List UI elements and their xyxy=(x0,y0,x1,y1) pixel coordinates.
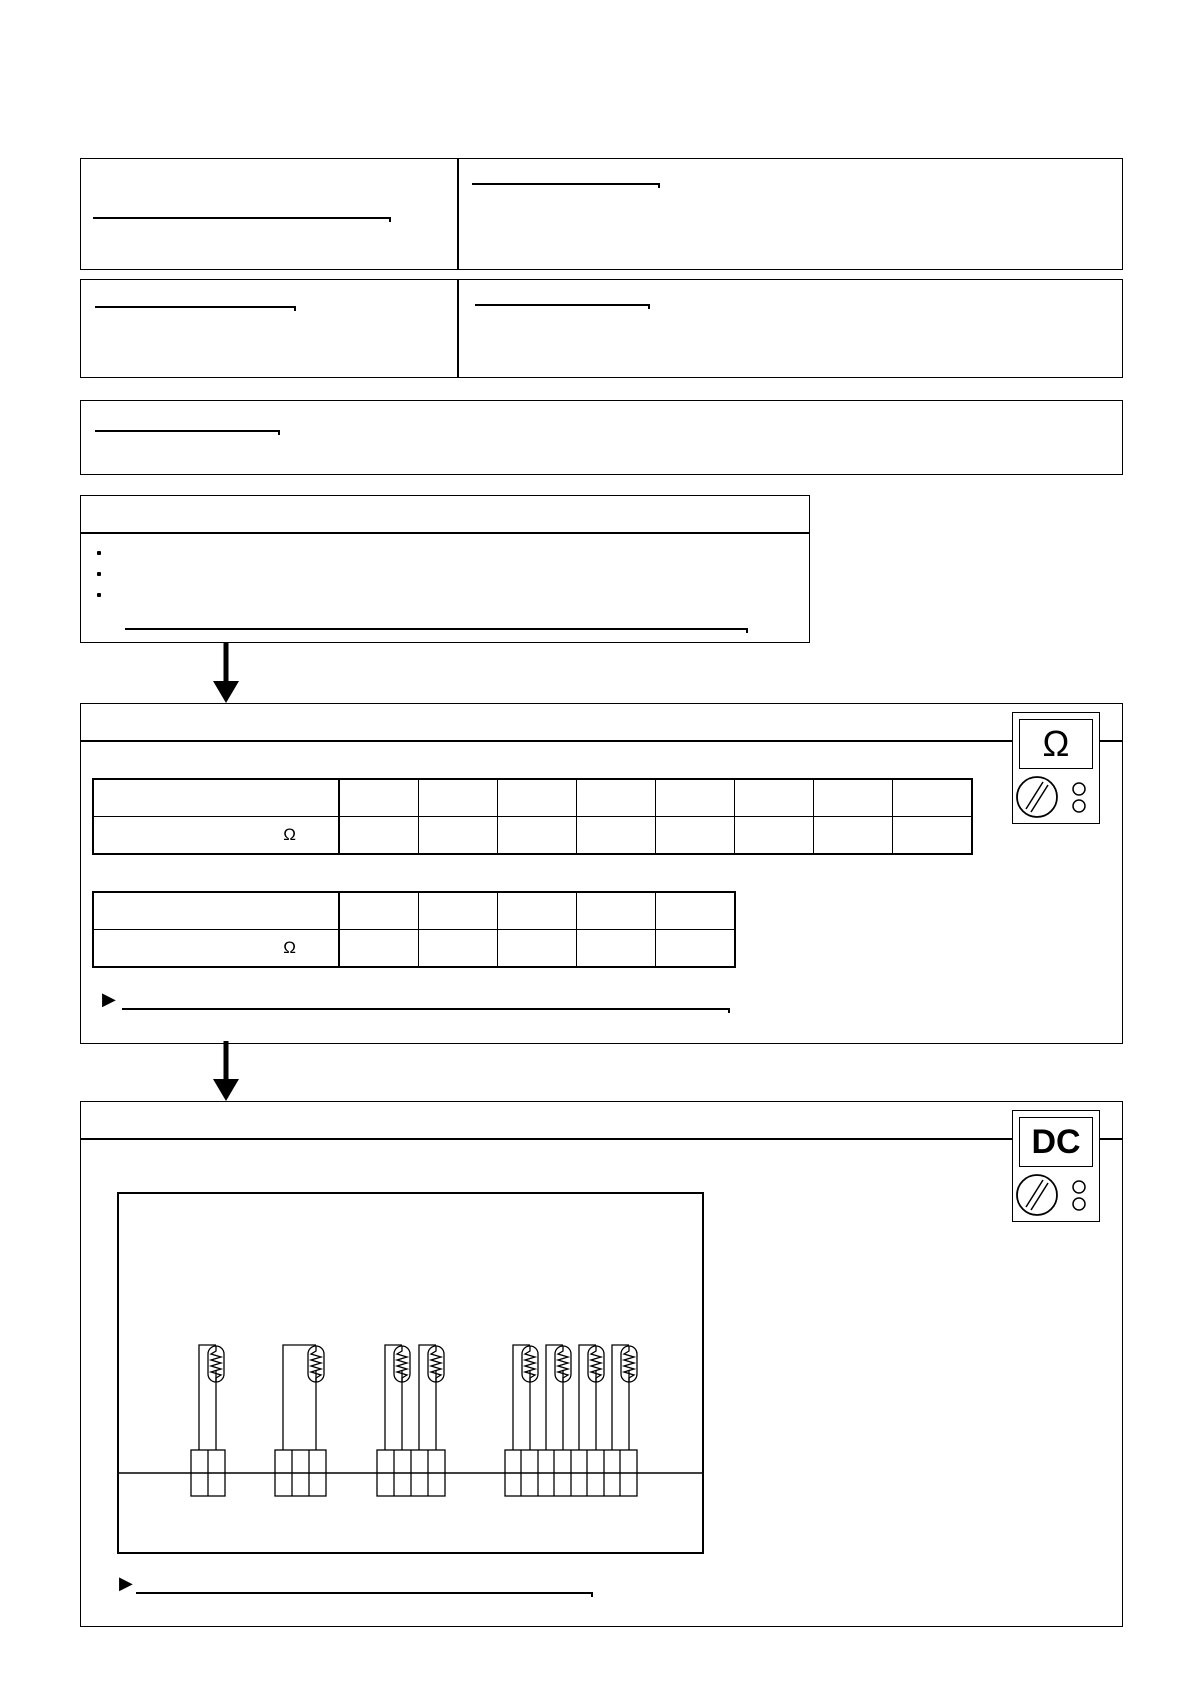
table-column-header xyxy=(419,779,498,817)
preconditions-footer-blank xyxy=(125,628,747,630)
table-cell xyxy=(498,817,577,855)
table-column-header xyxy=(419,892,498,930)
voltage-step-header-line xyxy=(81,1138,1122,1140)
table-row xyxy=(93,930,735,968)
table-cell xyxy=(419,817,498,855)
ohmmeter-icon xyxy=(1012,712,1100,824)
table-cell xyxy=(735,817,814,855)
table-column-header xyxy=(656,892,736,930)
table-cell xyxy=(577,817,656,855)
voltage-step-box xyxy=(80,1101,1123,1627)
preconditions-box xyxy=(80,495,810,643)
note-box xyxy=(80,400,1123,475)
table-row xyxy=(93,779,972,817)
header-box-1 xyxy=(80,158,1123,270)
resistance-note-blank xyxy=(122,1008,729,1010)
resistance-table-1 xyxy=(92,778,973,855)
voltage-note-blank xyxy=(136,1592,592,1594)
connector-diagram xyxy=(117,1192,704,1554)
table-column-header xyxy=(893,779,973,817)
table-cell xyxy=(656,817,735,855)
table-column-header xyxy=(339,892,419,930)
table-column-header xyxy=(577,892,656,930)
table-column-header xyxy=(735,779,814,817)
resistance-step-box xyxy=(80,703,1123,1044)
voltmeter-icon xyxy=(1012,1110,1100,1222)
header-divider xyxy=(457,280,459,377)
resistance-unit-label: Ω xyxy=(93,817,339,855)
flow-arrow-down xyxy=(211,643,241,707)
flow-arrow-down xyxy=(211,1041,241,1105)
part-label-blank xyxy=(93,217,390,219)
resistance-unit-label: Ω xyxy=(93,930,339,968)
note-marker: ▶ xyxy=(102,989,116,1009)
meter-dial-icon xyxy=(1013,769,1101,825)
table-column-header xyxy=(339,779,419,817)
table-column-header xyxy=(656,779,735,817)
resistance-table-2 xyxy=(92,891,736,968)
preconditions-header-line xyxy=(81,532,809,534)
detail-label-blank xyxy=(475,304,649,306)
header-divider xyxy=(457,159,459,269)
table-header-label xyxy=(93,779,339,817)
meter-symbol: DC xyxy=(1031,1122,1081,1161)
table-cell xyxy=(656,930,736,968)
table-cell xyxy=(893,817,973,855)
resistance-step-header-line xyxy=(81,740,1122,742)
bullet xyxy=(97,593,101,597)
table-row xyxy=(93,817,972,855)
description-label-blank xyxy=(95,306,295,308)
table-column-header xyxy=(498,892,577,930)
note-label-blank xyxy=(95,430,279,432)
sensor-connector-diagram xyxy=(119,1194,702,1552)
header-box-2 xyxy=(80,279,1123,378)
table-column-header xyxy=(577,779,656,817)
table-column-header xyxy=(814,779,893,817)
table-cell xyxy=(814,817,893,855)
table-cell xyxy=(577,930,656,968)
code-label-blank xyxy=(472,183,659,185)
meter-dial-icon xyxy=(1013,1167,1101,1223)
table-cell xyxy=(419,930,498,968)
table-column-header xyxy=(498,779,577,817)
table-row xyxy=(93,892,735,930)
bullet xyxy=(97,572,101,576)
table-header-label xyxy=(93,892,339,930)
meter-display xyxy=(1019,719,1093,769)
table-cell xyxy=(339,817,419,855)
bullet xyxy=(97,551,101,555)
table-cell xyxy=(339,930,419,968)
meter-symbol: Ω xyxy=(1042,723,1070,764)
table-cell xyxy=(498,930,577,968)
note-marker: ▶ xyxy=(119,1573,133,1593)
meter-display xyxy=(1019,1117,1093,1167)
